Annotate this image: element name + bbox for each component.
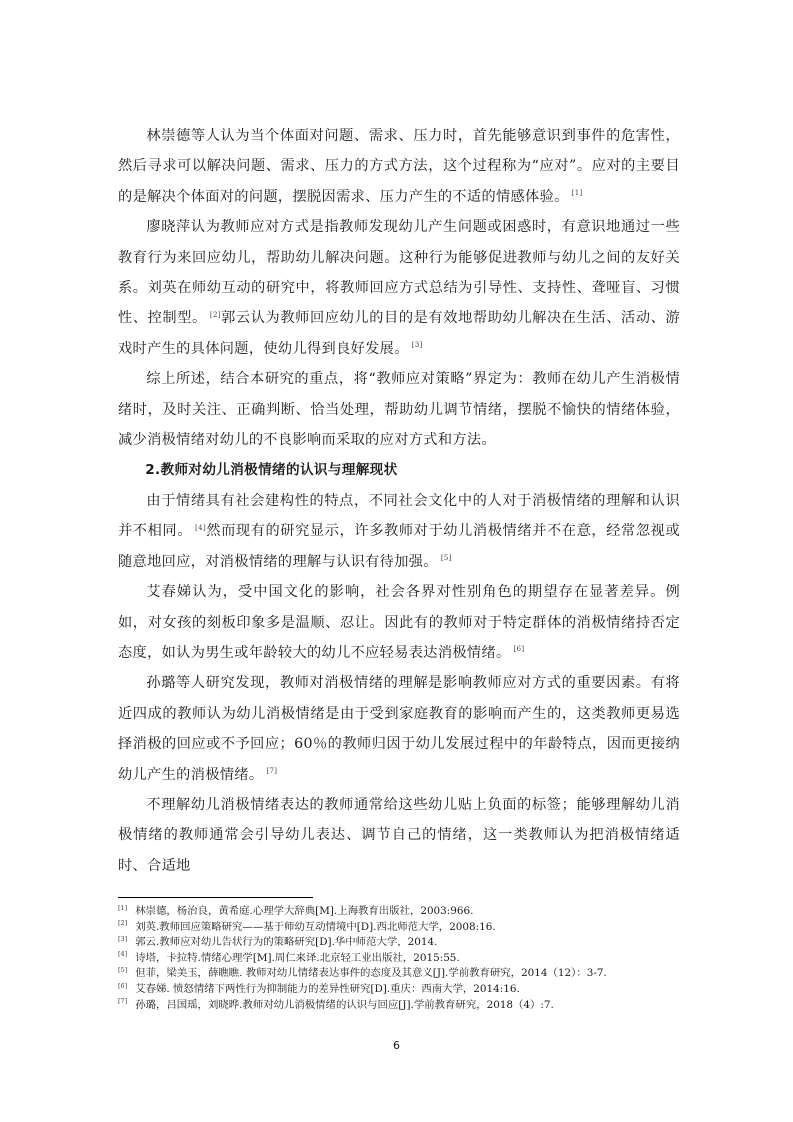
section-heading: 2.教师对幼儿消极情绪的认识与理解现状 [145,462,398,479]
footnote-mark: [2] [118,919,128,928]
citation-ref: [6] [513,645,525,654]
footnote-mark: [3] [118,934,128,943]
citation-ref: [1] [571,189,583,198]
footnote-6 [118,982,718,998]
paragraph-text: 然而现有的研究显示，许多教师对于幼儿消极情绪并不在意，经常忽视或随意地回应，对消极情绪的理解与认识有待加强。 [118,523,680,570]
paragraph-text: 不理解幼儿消极情绪表达的教师通常给这些幼儿贴上负面的标签；能够理解幼儿消极情绪的教师通常会引导幼儿表达、调节自己的情绪，这一类教师认为把消极情绪适时、合适地 [118,796,680,874]
paragraph-7 [118,790,680,881]
footnote-4 [118,951,718,967]
paragraph-text: 廖晓萍认为教师应对方式是指教师发现幼儿产生问题或困惑时，有意识地通过一些教育行为来回应幼儿，帮助幼儿解决问题。这种行为能够促进教师与幼儿之间的友好关系。刘英在师幼互动的研究中，将教师回应方式总结为引导性、支持性、聋哑盲、习惯性、控制型。 [118,219,680,327]
footnote-divider [118,897,313,898]
paragraph-2 [118,212,680,364]
footnote-text: 孙璐，吕国瑶，刘晓晔.教师对幼儿消极情绪的认识与回应[J].学前教育研究，2018（4）:7. [135,998,554,1011]
citation-ref: [7] [266,766,278,775]
paragraph-text: 艾春娣认为，受中国文化的影响，社会各界对性别角色的期望存在显著差异。例如，对女孩的刻板印象多是温顺、忍让。因此有的教师对于特定群体的消极情绪持否定态度，如认为男生或年龄较大的幼儿不应轻易表达消极情绪。 [118,584,680,661]
footnote-text: 刘英.教师回应策略研究——基于师幼互动情境中[D].西北师范大学，2008:16. [135,920,496,933]
page-number: 6 [393,1039,400,1052]
body-text [118,121,680,881]
paragraph-text: 综上所述，结合本研究的重点，将“教师应对策略”界定为：教师在幼儿产生消极情绪时，及时关注、正确判断、恰当处理，帮助幼儿调节情绪，摆脱不愉快的情绪体验，减少消极情绪对幼儿的不良影响而采取的应对方式和方法。 [118,371,680,449]
footnotes [118,904,718,1013]
footnote-1 [118,904,718,920]
footnote-text: 郭云.教师应对幼儿告状行为的策略研究[D].华中师范大学，2014. [135,936,438,949]
citation-ref: [3] [411,341,423,350]
footnote-text: 林崇德，杨治良，黄希庭.心理学大辞典[M].上海教育出版社，2003:966. [135,905,474,917]
footnote-mark: [6] [118,981,128,990]
citation-ref: [2] [209,310,221,319]
footnote-text: 诗塔，卡拉特.情绪心理学[M].周仁来译.北京轻工业出版社，2015:55. [135,951,460,964]
footnote-2 [118,920,718,936]
footnote-mark: [5] [118,965,128,974]
footnote-mark: [1] [118,903,128,912]
paragraph-1 [118,121,680,212]
footnote-text: 艾春娣. 愤怒情绪下两性行为抑制能力的差异性研究[D].重庆：西南大学，2014:16. [135,982,520,995]
footnote-mark: [7] [118,997,128,1006]
paragraph-text: 由于情绪具有社会建构性的特点，不同社会文化中的人对于消极情绪的理解和认识并不相同。 [118,492,680,540]
paragraph-text: 郭云认为教师回应幼儿的目的是有效地帮助幼儿解决在生活、活动、游戏时产生的具体问题，使幼儿得到良好发展。 [118,310,680,357]
footnote-3 [118,935,718,951]
paragraph-5 [118,577,680,668]
paragraph-3 [118,364,680,455]
footnote-mark: [4] [118,950,128,959]
paragraph-6 [118,668,680,790]
citation-ref: [5] [440,553,452,562]
footnote-text: 但菲，梁美玉，薛瞧瞧. 教师对幼儿情绪表达事件的态度及其意义[J].学前教育研究，2014（12）：3-7. [135,967,607,980]
paragraph-text: 孙璐等人研究发现，教师对消极情绪的理解是影响教师应对方式的重要因素。有将近四成的教师认为幼儿消极情绪是由于受到家庭教育的影响而产生的，这类教师更易选择消极的回应或不予回应；60％的教师归因于幼儿发展过程中的年龄特点，因而更接纳幼儿产生的消极情绪。 [118,675,680,783]
paragraph-text: 林崇德等人认为当个体面对问题、需求、压力时，首先能够意识到事件的危害性，然后寻求可以解决问题、需求、压力的方式方法，这个过程称为“应对”。应对的主要目的是解决个体面对的问题，摆脱因需求、压力产生的不适的情感体验。 [118,128,680,205]
paragraph-4 [118,486,680,577]
footnote-5 [118,966,718,982]
footnote-7 [118,998,718,1014]
citation-ref: [4] [195,523,207,532]
